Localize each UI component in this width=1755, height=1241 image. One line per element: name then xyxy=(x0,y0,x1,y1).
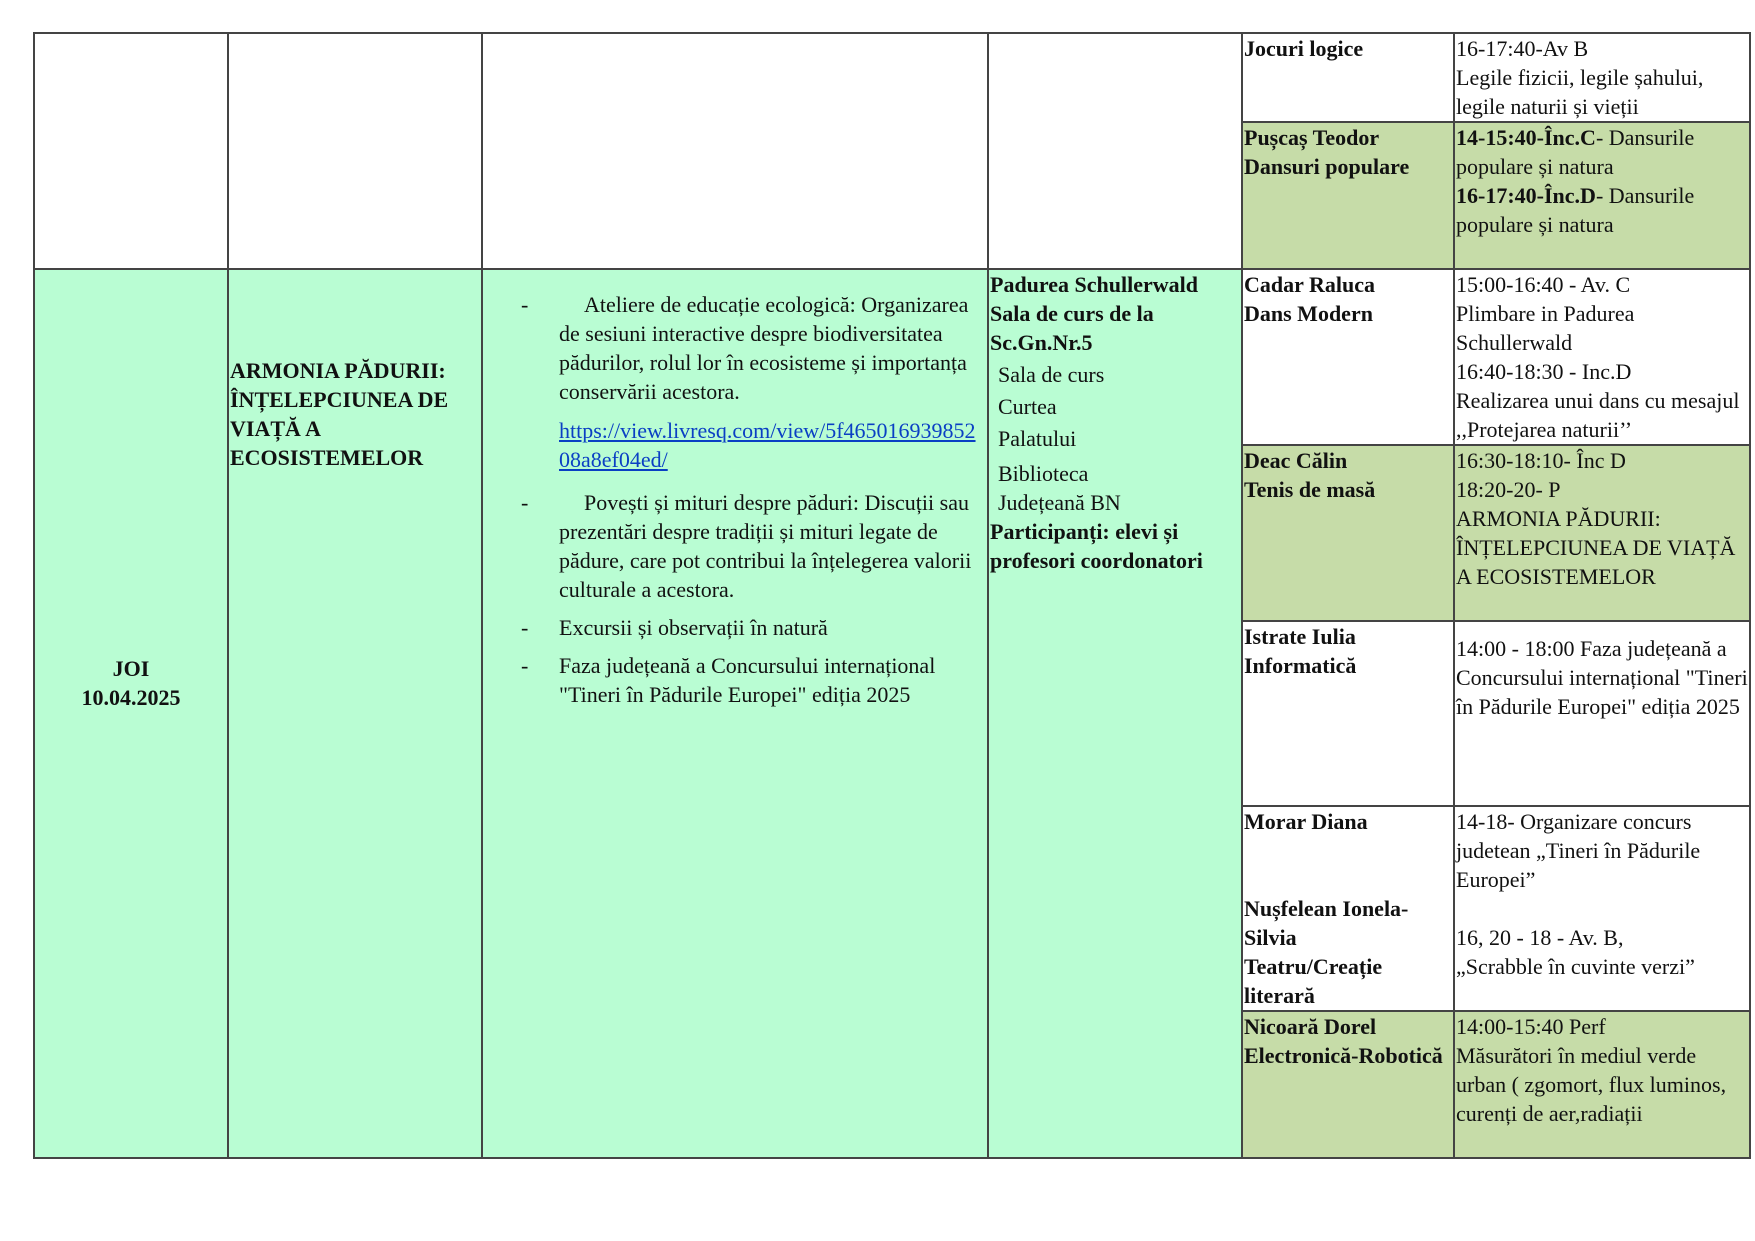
instructor-cell xyxy=(1242,621,1454,806)
schedule-line: 14:00-15:40 Perf xyxy=(1456,1014,1606,1039)
schedule-line: 16, 20 - 18 - Av. B, xyxy=(1456,925,1624,950)
activity-title: Ateliere de educație ecologică: xyxy=(584,292,856,317)
continuation-row-1 xyxy=(34,33,1750,122)
empty-day-cell xyxy=(34,33,228,269)
schedule-line: 14-18- Organizare concurs judetean „Tineri în Pădurile Europei” xyxy=(1456,809,1701,892)
participants: Participanți: elevi și profesori coordonatori xyxy=(990,519,1203,573)
activity-item xyxy=(484,651,986,709)
schedule-cell xyxy=(1454,1011,1750,1158)
instructor-cell xyxy=(1242,445,1454,621)
schedule-line: Legile fizicii, legile șahului, legile naturii și vieții xyxy=(1456,65,1704,119)
activity-item xyxy=(484,488,986,604)
instructor-subject: Informatică xyxy=(1244,653,1357,678)
activity-text: Discuții sau prezentări despre tradiții și mituri legate de pădure, care pot contribui la înțelegerea valorii culturale a acestora. xyxy=(559,490,972,602)
schedule-entry xyxy=(1456,181,1748,239)
bullet-dash: - xyxy=(521,653,529,678)
schedule-line: 14:00 - 18:00 Faza județeană a Concursului internațional "Tineri în Pădurile Europei" ediția 2025 xyxy=(1456,636,1748,719)
activities-cell xyxy=(482,269,988,1158)
schedule-time: 16-17:40-Înc.D xyxy=(1456,183,1596,208)
schedule-line: 15:00-16:40 - Av. C xyxy=(1456,272,1631,297)
schedule-line: Măsurători în mediul verde urban ( zgomort, flux luminos, curenți de aer,radiații xyxy=(1456,1043,1727,1126)
schedule-cell xyxy=(1454,33,1750,122)
instructor-subject: Tenis de masă xyxy=(1244,477,1376,502)
instructor-name: Istrate Iulia xyxy=(1244,624,1356,649)
activity-text: Organizarea de sesiuni interactive despre biodiversitatea pădurilor, rolul lor în ecosisteme și importanța conservării acestora. xyxy=(559,292,969,404)
location-cell xyxy=(988,269,1242,1158)
instructor-cell xyxy=(1242,806,1454,1011)
schedule-line: 16:40-18:30 - Inc.D xyxy=(1456,359,1632,384)
schedule-cell xyxy=(1454,621,1750,806)
instructor-cell xyxy=(1242,122,1454,269)
activity-title: Povești și mituri despre păduri: xyxy=(584,490,859,515)
location-line: Sala de curs xyxy=(998,362,1105,387)
schedule-text: - Dansurile populare și natura xyxy=(1456,125,1695,179)
activity-text: Faza județeană a Concursului internațional "Tineri în Pădurile Europei" ediția 2025 xyxy=(559,653,936,707)
instructor-name: Pușcaș Teodor xyxy=(1244,125,1380,150)
instructor-subject: Dans Modern xyxy=(1244,301,1373,326)
day-name: JOI xyxy=(112,655,150,681)
theme-title: ARMONIA PĂDURII: ÎNȚELEPCIUNEA DE VIAȚĂ A ECOSISTEMELOR xyxy=(230,358,449,470)
instructor-name: Jocuri logice xyxy=(1244,36,1364,61)
instructor-subject: Teatru/Creație literară xyxy=(1244,954,1383,1008)
location-line: Curtea xyxy=(998,394,1057,419)
empty-location-cell xyxy=(988,33,1242,269)
instructor-name: Deac Călin xyxy=(1244,448,1348,473)
activities-list xyxy=(484,290,986,709)
schedule-cell xyxy=(1454,445,1750,621)
instructor-subject: Dansuri populare xyxy=(1244,154,1410,179)
schedule-table xyxy=(33,32,1751,1159)
location-line: Palatului xyxy=(998,426,1077,451)
bullet-dash: - xyxy=(521,615,529,640)
instructor-cell xyxy=(1242,269,1454,445)
schedule-entry xyxy=(1456,123,1748,181)
activity-link[interactable]: https://view.livresq.com/view/5f46501693985208a8ef04ed/ xyxy=(559,418,976,472)
location-title: Padurea Schullerwald xyxy=(990,272,1199,297)
day-row xyxy=(34,269,1750,445)
schedule-sheet xyxy=(33,32,1751,1159)
activity-text: Excursii și observații în natură xyxy=(559,615,828,640)
instructor-name: Nușfelean Ionela-Silvia xyxy=(1244,896,1409,950)
bullet-dash: - xyxy=(521,490,529,515)
activity-item xyxy=(484,290,986,474)
day-cell xyxy=(34,269,228,1158)
schedule-line: 16:30-18:10- Înc D xyxy=(1456,448,1626,473)
schedule-cell xyxy=(1454,806,1750,1011)
location-subtitle: Sala de curs de la Sc.Gn.Nr.5 xyxy=(990,301,1154,355)
instructor-subject: Electronică-Robotică xyxy=(1244,1043,1443,1068)
schedule-cell xyxy=(1454,122,1750,269)
bullet-dash: - xyxy=(521,292,529,317)
schedule-line: 18:20-20- P xyxy=(1456,477,1561,502)
schedule-line: 16-17:40-Av B xyxy=(1456,36,1589,61)
instructor-name: Nicoară Dorel xyxy=(1244,1014,1377,1039)
instructor-cell xyxy=(1242,1011,1454,1158)
empty-activities-cell xyxy=(482,33,988,269)
schedule-cell xyxy=(1454,269,1750,445)
day-date: 10.04.2025 xyxy=(81,684,181,710)
instructor-name: Morar Diana xyxy=(1244,809,1368,834)
schedule-line: Realizarea unui dans cu mesajul ,,Protejarea naturii’’ xyxy=(1456,388,1740,442)
schedule-time: 14-15:40-Înc.C xyxy=(1456,125,1596,150)
schedule-line: Plimbare in Padurea Schullerwald xyxy=(1456,301,1635,355)
location-line: Biblioteca xyxy=(998,461,1089,486)
activity-item xyxy=(484,613,986,642)
schedule-line: ARMONIA PĂDURII: ÎNȚELEPCIUNEA DE VIAȚĂ A ECOSISTEMELOR xyxy=(1456,506,1736,589)
instructor-name: Cadar Raluca xyxy=(1244,272,1375,297)
location-line: Județeană BN xyxy=(998,490,1121,515)
schedule-text: - Dansurile populare și natura xyxy=(1456,183,1695,237)
instructor-cell xyxy=(1242,33,1454,122)
empty-theme-cell xyxy=(228,33,482,269)
theme-cell xyxy=(228,269,482,1158)
schedule-line: „Scrabble în cuvinte verzi” xyxy=(1456,954,1695,979)
